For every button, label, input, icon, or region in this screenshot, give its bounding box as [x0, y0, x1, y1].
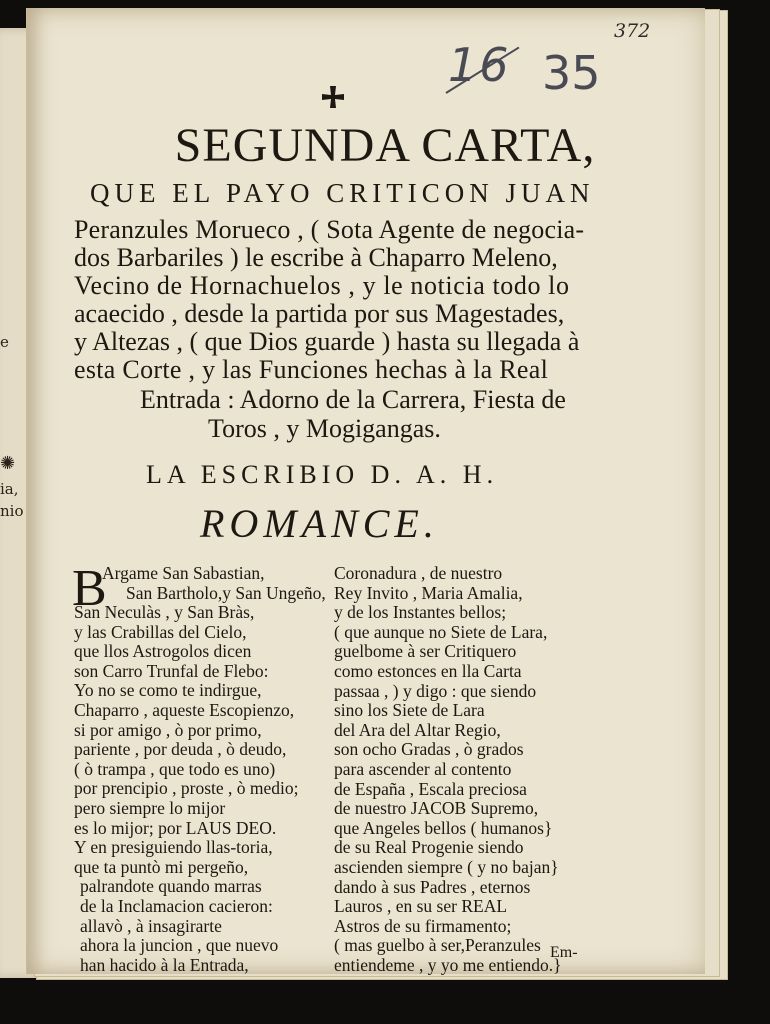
verse-line: si por amigo , ò por primo, — [74, 719, 262, 740]
intro-line: acaecido , desde la partida por sus Magestades, — [74, 299, 565, 328]
verse-line: que llos Astrogolos dicen — [74, 641, 252, 662]
verse-line: para ascender al contento — [334, 758, 512, 779]
left-column — [102, 564, 326, 603]
author-line: LA ESCRIBIO D. A. H. — [146, 460, 499, 489]
section-heading: ROMANCE. — [200, 501, 439, 546]
verse-line: como estonces en lla Carta — [334, 660, 522, 681]
verse-line: han hacido à la Entrada, — [80, 954, 249, 975]
intro-line: Toros , y Mogigangas. — [208, 414, 441, 443]
verse-line: sino los Siete de Lara — [334, 700, 485, 721]
verse-line: ( ò trampa , que todo es uno) — [74, 758, 276, 779]
verse-line: entiendeme , y yo me entiendo.} — [334, 954, 562, 975]
verse-line: guelbome à ser Critiquero — [334, 641, 517, 662]
verse-line: de nuestro JACOB Supremo, — [334, 798, 539, 819]
verse-line: Coronadura , de nuestro — [334, 563, 503, 583]
intro-line: Entrada : Adorno de la Carrera, Fiesta de — [140, 385, 566, 414]
verse-line: de su Real Progenie siendo — [334, 837, 524, 858]
verse-line: Y en presiguiendo llas-toria, — [74, 837, 273, 858]
verse-line: passaa , ) y digo : que siendo — [334, 680, 537, 701]
verse-line: pariente , por deuda , ò deudo, — [74, 739, 287, 760]
verse-line: es lo mijor; por LAUS DEO. — [74, 817, 277, 838]
intro-line: y Altezas , ( que Dios guarde ) hasta su llegada à — [74, 327, 580, 356]
left-column — [74, 603, 299, 975]
verse-line: Lauros , en su ser REAL — [334, 896, 508, 917]
verse-line: ascienden siempre ( y no bajan} — [334, 856, 559, 877]
verse-line: palrandote quando marras — [80, 876, 262, 897]
verse-line: San Neculàs , y San Bràs, — [74, 602, 255, 622]
verse-line: y las Crabillas del Cielo, — [74, 621, 247, 642]
verse-line: Yo no se como te indirgue, — [74, 680, 262, 701]
handwritten-struck-number: 16 — [448, 38, 511, 92]
cross-icon — [320, 86, 346, 112]
ornament-icon: ✺ — [0, 453, 16, 474]
handwritten-number: 35 — [542, 46, 601, 100]
facing-page-text: e — [0, 333, 9, 351]
verse-line: pero siempre lo mijor — [74, 797, 226, 818]
verse-line: Rey Invito , Maria Amalia, — [334, 582, 523, 603]
catchword: Em- — [550, 944, 578, 961]
intro-line: esta Corte , y las Funciones hechas à la Real — [74, 355, 549, 384]
verse-line: son Carro Trunfal de Flebo: — [74, 660, 269, 681]
verse-line: son ocho Gradas , ò grados — [334, 739, 524, 760]
verse-line: ( que aunque no Siete de Lara, — [334, 621, 548, 642]
verse-line: Astros de su firmamento; — [334, 915, 512, 936]
intro-line: Vecino de Hornachuelos , y le noticia todo lo — [74, 271, 570, 300]
verse-line: del Ara del Altar Regio, — [334, 719, 501, 740]
verse-line: de la Inclamacion cacieron: — [80, 895, 273, 916]
page-number: 372 — [614, 20, 651, 42]
document-title: SEGUNDA CARTA, — [174, 119, 596, 172]
verse-line: allavò , à insagirarte — [80, 915, 222, 936]
right-column — [334, 564, 562, 975]
verse-line: que Angeles bellos ( humanos} — [334, 817, 553, 838]
verse-line: ahora la juncion , que nuevo — [80, 935, 279, 956]
verse-line: de España , Escala preciosa — [334, 778, 527, 799]
verse-line: ( mas guelbo à ser,Peranzules — [334, 935, 541, 956]
drop-cap: B — [72, 560, 107, 617]
facing-page-text: nio — [0, 502, 24, 520]
verse-line: y de los Instantes bellos; — [334, 602, 507, 623]
verse-line: que ta puntò mi pergeño, — [74, 856, 249, 877]
verse-line: Argame San Sabastian, — [102, 563, 265, 583]
verse-line: Chaparro , aqueste Escopienzo, — [74, 699, 295, 720]
facing-page-text: ia, — [0, 480, 19, 498]
intro-line: dos Barbariles ) le escribe à Chaparro Meleno, — [74, 243, 558, 272]
verse-line: por prencipio , proste , ò medio; — [74, 778, 299, 799]
intro-line: Peranzules Morueco , ( Sota Agente de negocia- — [74, 215, 585, 244]
document-subtitle: QUE EL PAYO CRITICON JUAN — [90, 178, 595, 208]
verse-line: San Bartholo,y San Ungeño, — [126, 582, 326, 603]
verse-line: dando à sus Padres , eternos — [334, 876, 531, 897]
